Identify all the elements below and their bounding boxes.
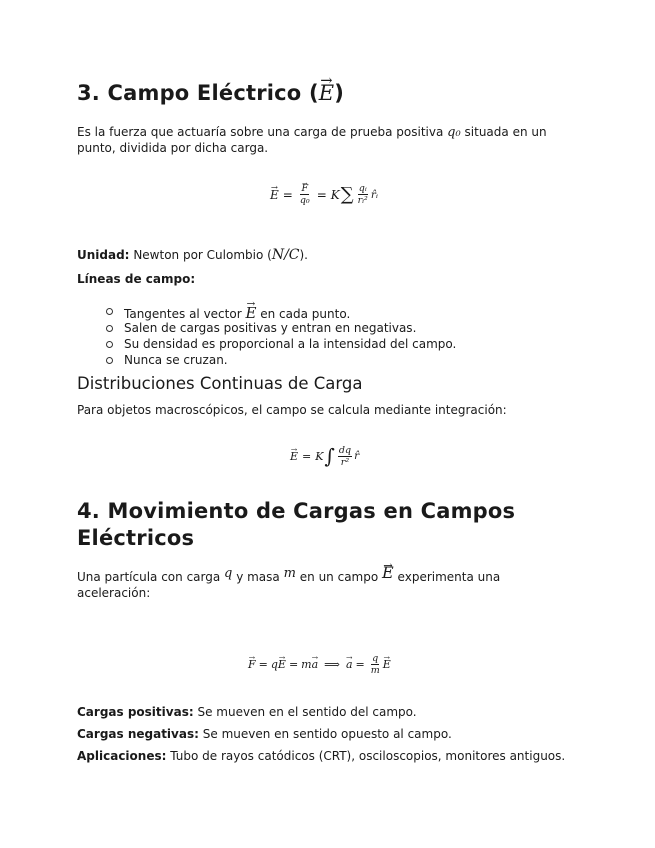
unit-symbol: N/C xyxy=(271,247,300,263)
eq3-frac-q: q xyxy=(372,653,379,664)
bullet-2-text: Salen de cargas positivas y entran en negativas. xyxy=(124,321,417,335)
section-4-intro-line-1 xyxy=(77,563,501,586)
acceleration-equation xyxy=(248,653,391,676)
section-4-heading-line-2: Eléctricos xyxy=(77,526,195,550)
eq3-E: → E xyxy=(278,658,286,671)
bullet-1-text-2: en cada punto. xyxy=(260,307,351,321)
eq2-r2: r² xyxy=(340,456,350,468)
section-4-heading-line-1: 4. Movimiento de Cargas en Campos xyxy=(77,499,516,523)
bullet-circle-icon xyxy=(106,341,113,348)
applications-line xyxy=(77,748,565,764)
applications-text: Tubo de rayos catódicos (CRT), osciloscopios, monitores antiguos. xyxy=(170,749,566,763)
bullet-circle-icon xyxy=(106,308,113,315)
eq3-a: → a xyxy=(312,658,319,671)
unit-line xyxy=(77,247,308,263)
positive-charges-line xyxy=(77,704,417,720)
eq1-F: → F xyxy=(300,183,309,195)
s4-text-4: experimenta una xyxy=(397,570,501,584)
eq1-E: → E xyxy=(270,188,279,202)
intro-text-part-1: Es la fuerza que actuaría sobre una carga de prueba positiva xyxy=(77,125,444,139)
s4-symbol-E: → E xyxy=(382,565,394,581)
eq3-q: q xyxy=(270,658,278,671)
eq2-K: K xyxy=(315,449,324,463)
section-3-intro-line-1 xyxy=(77,124,547,141)
eq1-fraction-qi-ri2 xyxy=(357,183,369,206)
intro-symbol-q0: q₀ xyxy=(447,125,461,140)
bullet-4-text: Nunca se cruzan. xyxy=(124,353,228,367)
integral-equation xyxy=(290,444,359,468)
eq3-m: m xyxy=(301,658,312,671)
unit-label: Unidad: xyxy=(77,248,130,262)
s4-text-3: en un campo xyxy=(299,570,379,584)
applications-label: Aplicaciones: xyxy=(77,749,167,763)
continuous-distributions-text: Para objetos macroscópicos, el campo se calcula mediante integración: xyxy=(77,403,507,417)
eq2-equals: = xyxy=(302,449,312,463)
list-item xyxy=(124,353,228,367)
section-3-title-prefix: 3. Campo Eléctrico ( xyxy=(77,81,319,105)
eq1-sum: ∑ xyxy=(340,184,354,205)
bullet-1-symbol: → E xyxy=(245,304,256,322)
eq3-E-2: → E xyxy=(383,658,391,671)
list-item xyxy=(124,337,456,351)
eq2-integral: ∫ xyxy=(324,444,335,468)
unit-end: ). xyxy=(299,248,308,262)
s4-text-2: y masa xyxy=(236,570,280,584)
list-item xyxy=(124,304,350,322)
eq3-frac-m: m xyxy=(370,665,380,676)
section-3-title-symbol: → E xyxy=(319,81,335,105)
negative-charges-line xyxy=(77,726,452,742)
eq1-q0: q₀ xyxy=(299,195,310,206)
electric-field-equation xyxy=(270,183,378,206)
eq1-K: K xyxy=(330,187,340,202)
positive-charges-text: Se mueven en el sentido del campo. xyxy=(197,705,417,719)
eq1-ri2: rᵢ² xyxy=(357,195,368,206)
eq1-fraction-F-q0 xyxy=(299,183,311,206)
intro-text-part-2: situada en un xyxy=(464,125,547,139)
section-3-intro-line-2: punto, dividida por dicha carga. xyxy=(77,141,269,155)
negative-charges-text: Se mueven en sentido opuesto al campo. xyxy=(202,727,452,741)
section-3-heading xyxy=(77,81,344,105)
eq3-fraction xyxy=(370,653,381,676)
eq3-a-2: → a xyxy=(346,658,353,671)
continuous-distributions-heading: Distribuciones Continuas de Carga xyxy=(77,374,363,393)
s4-symbol-m: m xyxy=(283,566,296,581)
eq3-equals-1: = xyxy=(258,658,268,671)
eq3-F: → F xyxy=(248,658,256,671)
bullet-1-text-1: Tangentes al vector xyxy=(124,307,242,321)
eq1-equals: = xyxy=(282,187,293,202)
bullet-3-text: Su densidad es proporcional a la intensidad del campo. xyxy=(124,337,457,351)
list-item xyxy=(124,321,416,335)
eq2-fraction xyxy=(338,445,352,468)
eq3-equals-2: = xyxy=(288,658,299,671)
bullet-circle-icon xyxy=(106,357,113,364)
field-lines-title: Líneas de campo: xyxy=(77,272,196,286)
eq1-qi: qᵢ xyxy=(358,183,367,194)
section-4-intro-line-2: aceleración: xyxy=(77,586,151,600)
bullet-circle-icon xyxy=(106,325,113,332)
eq2-E: → E xyxy=(290,450,298,463)
positive-charges-label: Cargas positivas: xyxy=(77,705,194,719)
eq1-rhat: r̂ᵢ xyxy=(370,188,379,201)
section-3-title-suffix: ) xyxy=(334,81,345,105)
eq3-equals-3: = xyxy=(355,658,365,671)
negative-charges-label: Cargas negativas: xyxy=(77,727,199,741)
s4-symbol-q: q xyxy=(224,566,233,581)
s4-text-1: Una partícula con carga xyxy=(77,570,221,584)
eq1-equals-2: = xyxy=(316,187,327,202)
unit-text: Newton por Culombio ( xyxy=(133,248,272,262)
eq2-rhat: r̂ xyxy=(354,450,360,462)
eq3-implies: ⟹ xyxy=(324,658,340,671)
eq2-dq: dq xyxy=(338,444,352,456)
